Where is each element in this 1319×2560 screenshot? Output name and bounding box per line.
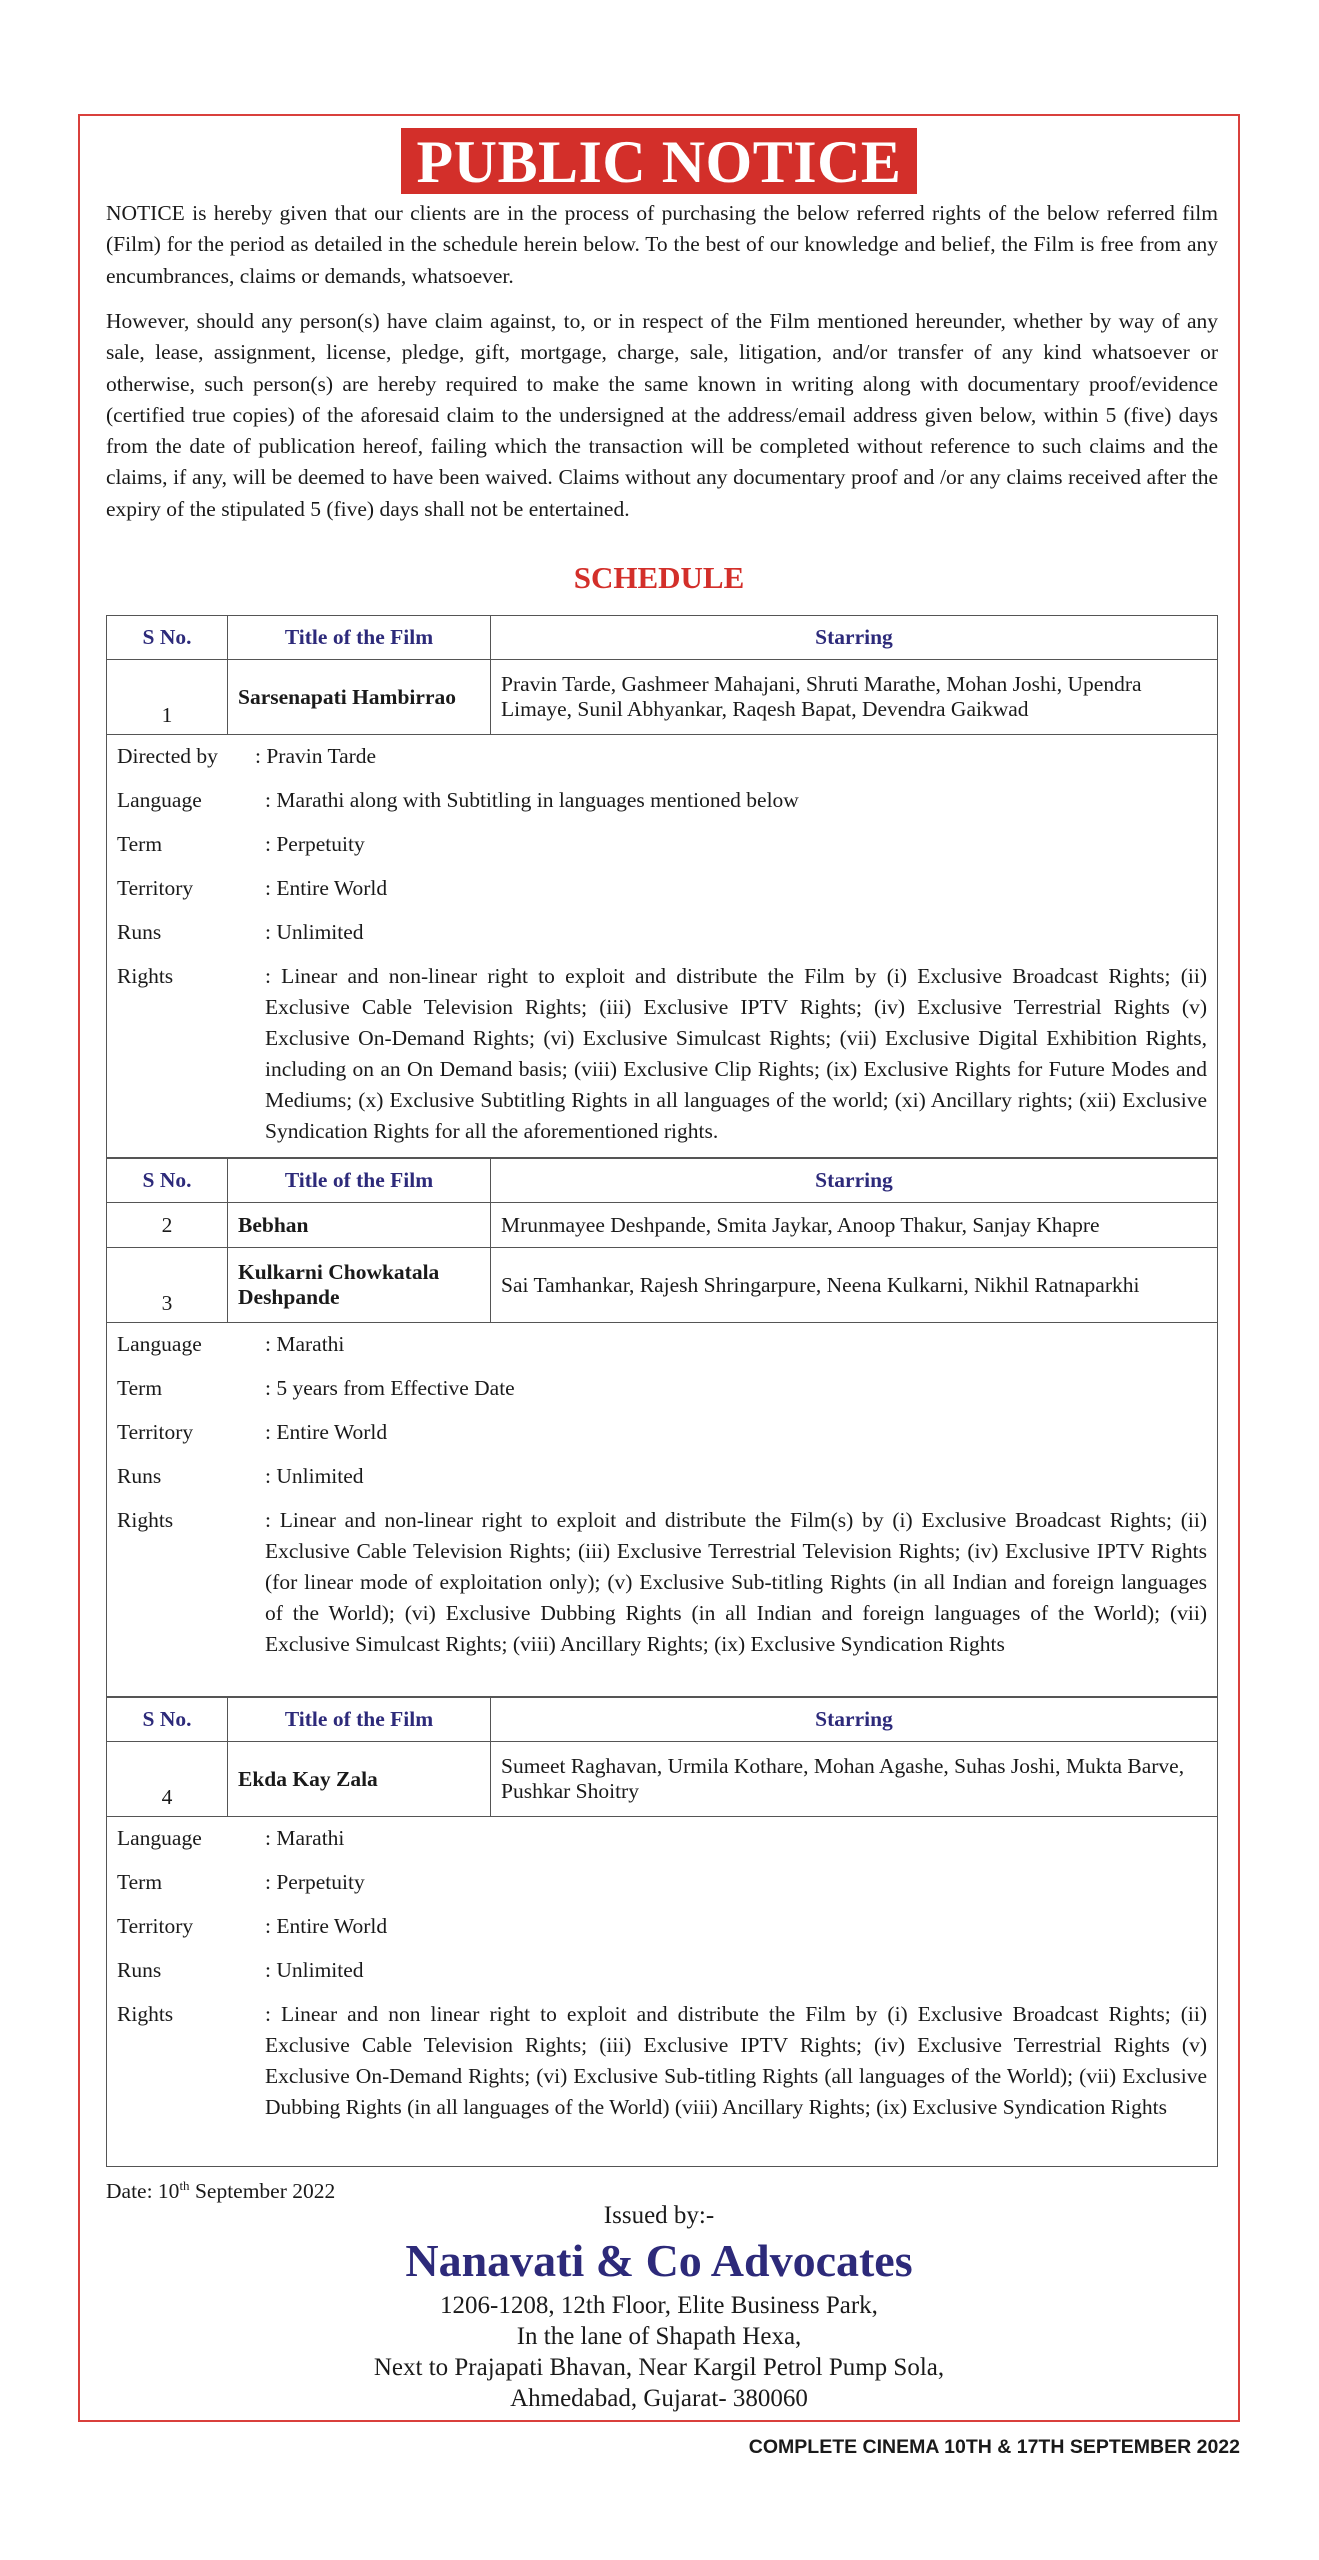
issued-by: Issued by:- [603,2202,715,2229]
detail-value: : Unlimited [265,920,364,944]
header-starring: Starring [491,616,1218,660]
publication-footer: COMPLETE CINEMA 10TH & 17TH SEPTEMBER 2022 [748,2436,1240,2458]
public-notice-border [78,114,1240,2422]
detail-label: Rights [117,2002,174,2026]
film-table-1 [106,615,1218,735]
detail-value: : Perpetuity [265,832,365,856]
detail-value: : Entire World [265,1420,388,1444]
table-row [107,660,1218,735]
detail-value: : Unlimited [265,1958,364,1982]
film-details-1 [106,733,1218,1158]
header-starring: Starring [491,1159,1218,1203]
header-title: Title of the Film [228,1698,491,1742]
film-sno: 3 [107,1248,228,1323]
table-header-row [107,616,1218,660]
notice-date [106,2178,335,2204]
detail-label: Rights [117,1508,174,1532]
detail-label: Term [117,1870,163,1894]
detail-label: Runs [117,920,162,944]
header-starring: Starring [491,1698,1218,1742]
notice-paragraph: NOTICE is hereby given that our clients are in the process of purchasing the below referred rights of the below referred film (Film) for the period as detailed in the schedule herein below. To the best of our knowledge and belief, the Film is free from any encumbrances, claims or demands, whatsoever. [106,201,1218,288]
address-line: 1206-1208, 12th Floor, Elite Business Park, [440,2292,878,2319]
film-starring: Sumeet Raghavan, Urmila Kothare, Mohan Agashe, Suhas Joshi, Mukta Barve, Pushkar Shoitry [491,1742,1218,1817]
film-title: Kulkarni Chowkatala Deshpande [228,1248,491,1323]
detail-label: Rights [117,964,174,988]
film-table-3 [106,1697,1218,1817]
detail-label: Language [117,788,202,812]
detail-label: Term [117,1376,163,1400]
detail-label: Territory [117,876,194,900]
detail-value: : Pravin Tarde [255,744,377,768]
film-starring: Sai Tamhankar, Rajesh Shringarpure, Neena Kulkarni, Nikhil Ratnaparkhi [491,1248,1218,1323]
detail-value: : Marathi [265,1826,345,1850]
detail-value: : Entire World [265,876,388,900]
date-suffix: September 2022 [189,2179,336,2204]
detail-value: : Linear and non-linear right to exploit and distribute the Film by (i) Exclusive Broadcast Rights; (ii) Exclusive Cable Television Rights; (iii) Exclusive IPTV Rights; (iv) Exclusive Terrestrial Rights (v) Exclusive On-Demand Rights; (vi) Exclusive Simulcast Rights; (vii) Exclusive Digital Exhibition Rights, including on an On Demand basis; (viii) Exclusive Clip Rights; (ix) Exclusive Rights for Future Modes and Mediums; (x) Exclusive Subtitling Rights in all languages of the world; (xi) Ancillary rights; (xii) Exclusive Syndication Rights for all the aforementioned rights. [265,964,1207,1143]
date-prefix: Date: 10 [106,2179,180,2204]
detail-label: Term [117,832,163,856]
detail-value: : Entire World [265,1914,388,1938]
detail-value: : 5 years from Effective Date [265,1376,515,1400]
table-header-row [107,1159,1218,1203]
table-row [107,1742,1218,1817]
header-title: Title of the Film [228,616,491,660]
detail-label: Runs [117,1958,162,1982]
film-sno: 4 [107,1742,228,1817]
film-details-2 [106,1321,1218,1697]
film-table-2 [106,1158,1218,1323]
schedule-heading: SCHEDULE [573,560,745,595]
header-sno: S No. [107,1698,228,1742]
address-line: In the lane of Shapath Hexa, [516,2323,802,2350]
detail-value: : Linear and non linear right to exploit and distribute the Film by (i) Exclusive Broadcast Rights; (ii) Exclusive Cable Television Rights; (iii) Exclusive IPTV Rights; (iv) Exclusive Terrestrial Rights (v) Exclusive On-Demand Rights; (vi) Exclusive Sub-titling Rights (all languages of the World); (vii) Exclusive Dubbing Rights (in all languages of the World) (viii) Ancillary Rights; (ix) Exclusive Syndication Rights [265,2002,1207,2119]
claim-paragraph: However, should any person(s) have claim against, to, or in respect of the Film mentioned hereunder, whether by way of any sale, lease, assignment, license, pledge, gift, mortgage, charge, sale, litigation, and/or transfer of any kind whatsoever or otherwise, such person(s) are hereby required to make the same known in writing along with documentary proof/evidence (certified true copies) of the aforesaid claim to the undersigned at the address/email address given below, within 5 (five) days from the date of publication hereof, failing which the transaction will be completed without reference to such claims and the claims, if any, will be deemed to have been waived. Claims without any documentary proof and /or any claims received after the expiry of the stipulated 5 (five) days shall not be entertained. [106,309,1218,521]
detail-label: Language [117,1826,202,1850]
header-title: Title of the Film [228,1159,491,1203]
detail-value: : Linear and non-linear right to exploit and distribute the Film(s) by (i) Exclusive Broadcast Rights; (ii) Exclusive Cable Television Rights; (iii) Exclusive Terrestrial Television Rights; (iv) Exclusive IPTV Rights (for linear mode of exploitation only); (v) Exclusive Sub-titling Rights (in all Indian and foreign languages of the World); (vi) Exclusive Dubbing Rights (in all Indian and foreign languages of the World); (vii) Exclusive Simulcast Rights; (viii) Ancillary Rights; (ix) Exclusive Syndication Rights [265,1508,1207,1656]
film-sno: 1 [107,660,228,735]
film-title: Ekda Kay Zala [228,1742,491,1817]
address-line: Next to Prajapati Bhavan, Near Kargil Petrol Pump Sola, [373,2354,945,2381]
title-wrap [80,128,1238,194]
firm-name: Nanavati & Co Advocates [405,2235,913,2286]
film-title: Sarsenapati Hambirrao [228,660,491,735]
table-header-row [107,1698,1218,1742]
table-row [107,1203,1218,1248]
detail-label: Territory [117,1914,194,1938]
detail-value: : Unlimited [265,1464,364,1488]
notice-title: PUBLIC NOTICE [401,128,918,194]
film-sno: 2 [107,1203,228,1248]
header-sno: S No. [107,1159,228,1203]
detail-value: : Marathi [265,1332,345,1356]
film-starring: Mrunmayee Deshpande, Smita Jaykar, Anoop Thakur, Sanjay Khapre [491,1203,1218,1248]
detail-label: Directed by [117,744,218,768]
film-starring: Pravin Tarde, Gashmeer Mahajani, Shruti Marathe, Mohan Joshi, Upendra Limaye, Sunil Abhyankar, Raqesh Bapat, Devendra Gaikwad [491,660,1218,735]
address-line: Ahmedabad, Gujarat- 380060 [510,2385,808,2412]
table-row [107,1248,1218,1323]
film-title: Bebhan [228,1203,491,1248]
header-sno: S No. [107,616,228,660]
detail-value: : Perpetuity [265,1870,365,1894]
detail-value: : Marathi along with Subtitling in languages mentioned below [265,788,799,812]
date-ordinal: th [179,2178,190,2193]
detail-label: Language [117,1332,202,1356]
film-details-3 [106,1815,1218,2167]
detail-label: Runs [117,1464,162,1488]
detail-label: Territory [117,1420,194,1444]
